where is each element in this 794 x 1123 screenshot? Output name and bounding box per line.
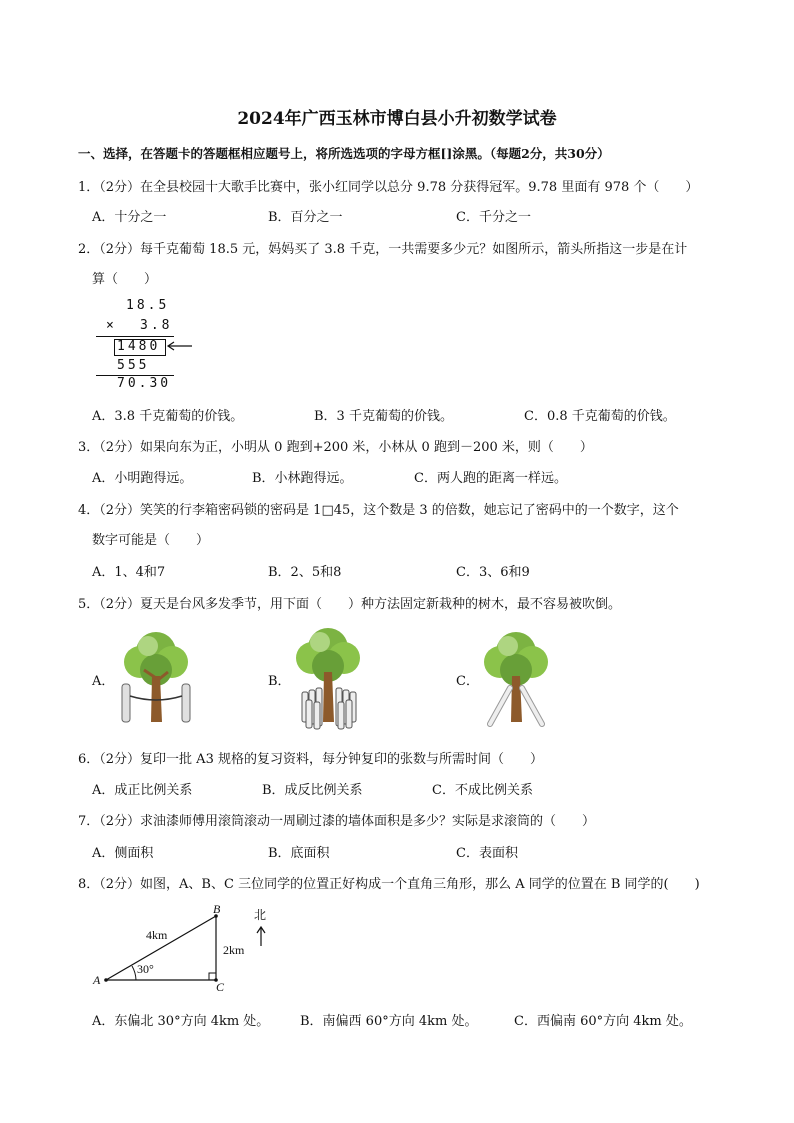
q5-option-a: A． [92, 674, 115, 689]
q5-option-b: B． [268, 674, 291, 689]
calc-partial-1: 1480 [117, 339, 161, 354]
vertex-c-label: C [216, 980, 225, 994]
q3-option-b: B．小林跑得远。 [252, 471, 353, 486]
right-triangle-diagram [90, 898, 276, 994]
question-3: 3．（2分）如果向东为正，小明从 0 跑到+200 米，小林从 0 跑到－200 米，则（ ） [78, 440, 593, 455]
tree-with-fence-ring-icon [288, 622, 368, 730]
hypotenuse-length-label: 4km [146, 928, 168, 942]
q7-option-b: B．底面积 [268, 846, 330, 861]
q7-option-c: C．表面积 [456, 846, 518, 861]
q7-option-a: A．侧面积 [92, 846, 154, 861]
q1-option-b: B．百分之一 [268, 210, 343, 225]
tree-with-angled-braces-icon [476, 626, 556, 728]
q8-option-b: B．南偏西 60°方向 4km 处。 [300, 1014, 478, 1029]
vertex-a-label: A [93, 973, 101, 987]
question-6: 6．（2分）复印一批 A3 规格的复习资料，每分钟复印的张数与所需时间（ ） [78, 752, 543, 767]
question-4-line2: 数字可能是（ ） [92, 533, 210, 548]
question-8: 8．（2分）如图，A、B、C 三位同学的位置正好构成一个直角三角形，那么 A 同学的位置在 B 同学的( ) [78, 877, 700, 892]
q3-option-c: C．两人跑的距离一样远。 [414, 471, 567, 486]
section-heading: 一、选择，在答题卡的答题框相应题号上，将所选选项的字母方框[]涂黑。（每题2分，共30分） [78, 146, 610, 161]
north-label: 北 [254, 908, 267, 922]
q2-option-a: A．3.8 千克葡萄的价钱。 [92, 409, 244, 424]
calc-partial-2: 555 [117, 358, 150, 373]
multiplication-figure [92, 294, 196, 390]
q3-option-a: A．小明跑得远。 [92, 471, 193, 486]
q6-option-c: C．不成比例关系 [432, 783, 533, 798]
question-1: 1．（2分）在全县校园十大歌手比赛中，张小红同学以总分 9.78 分获得冠军。9.78 里面有 978 个（ ） [78, 180, 699, 195]
calc-multiplier: 3.8 [140, 318, 173, 333]
question-7: 7．（2分）求油漆师傅用滚筒滚动一周刷过漆的墙体面积是多少？实际是求滚筒的（ ） [78, 814, 596, 829]
question-2-line2: 算（ ） [92, 272, 158, 287]
vertex-b-label: B [213, 902, 221, 916]
q5-option-c: C． [456, 674, 479, 689]
arrow-left-icon [166, 340, 194, 352]
q2-option-c: C．0.8 千克葡萄的价钱。 [524, 409, 676, 424]
calc-multiplicand: 18.5 [126, 298, 170, 313]
vertical-side-length-label: 2km [223, 943, 245, 957]
q4-option-b: B．2、5和8 [268, 565, 342, 580]
q8-option-a: A．东偏北 30°方向 4km 处。 [92, 1014, 270, 1029]
q2-option-b: B．3 千克葡萄的价钱。 [314, 409, 453, 424]
q1-option-a: A．十分之一 [92, 210, 167, 225]
q4-option-c: C．3、6和9 [456, 565, 530, 580]
angle-label: 30° [137, 962, 154, 976]
calc-product: 70.30 [117, 376, 172, 391]
tree-with-side-stakes-icon [114, 626, 198, 726]
q6-option-b: B．成反比例关系 [262, 783, 363, 798]
question-5: 5．（2分）夏天是台风多发季节，用下面（ ）种方法固定新栽种的树木，最不容易被吹倒。 [78, 597, 622, 612]
calc-times-sign: × [106, 318, 117, 333]
question-2: 2．（2分）每千克葡萄 18.5 元，妈妈买了 3.8 千克，一共需要多少元？如图所示，箭头所指这一步是在计 [78, 242, 688, 257]
q6-option-a: A．成正比例关系 [92, 783, 193, 798]
q8-option-c: C．西偏南 60°方向 4km 处。 [514, 1014, 692, 1029]
question-4: 4．（2分）笑笑的行李箱密码锁的密码是 1□45，这个数是 3 的倍数，她忘记了密码中的一个数字，这个 [78, 503, 679, 518]
page-title: 2024年广西玉林市博白县小升初数学试卷 [237, 109, 557, 129]
q1-option-c: C．千分之一 [456, 210, 531, 225]
q4-option-a: A．1、4和7 [92, 565, 166, 580]
